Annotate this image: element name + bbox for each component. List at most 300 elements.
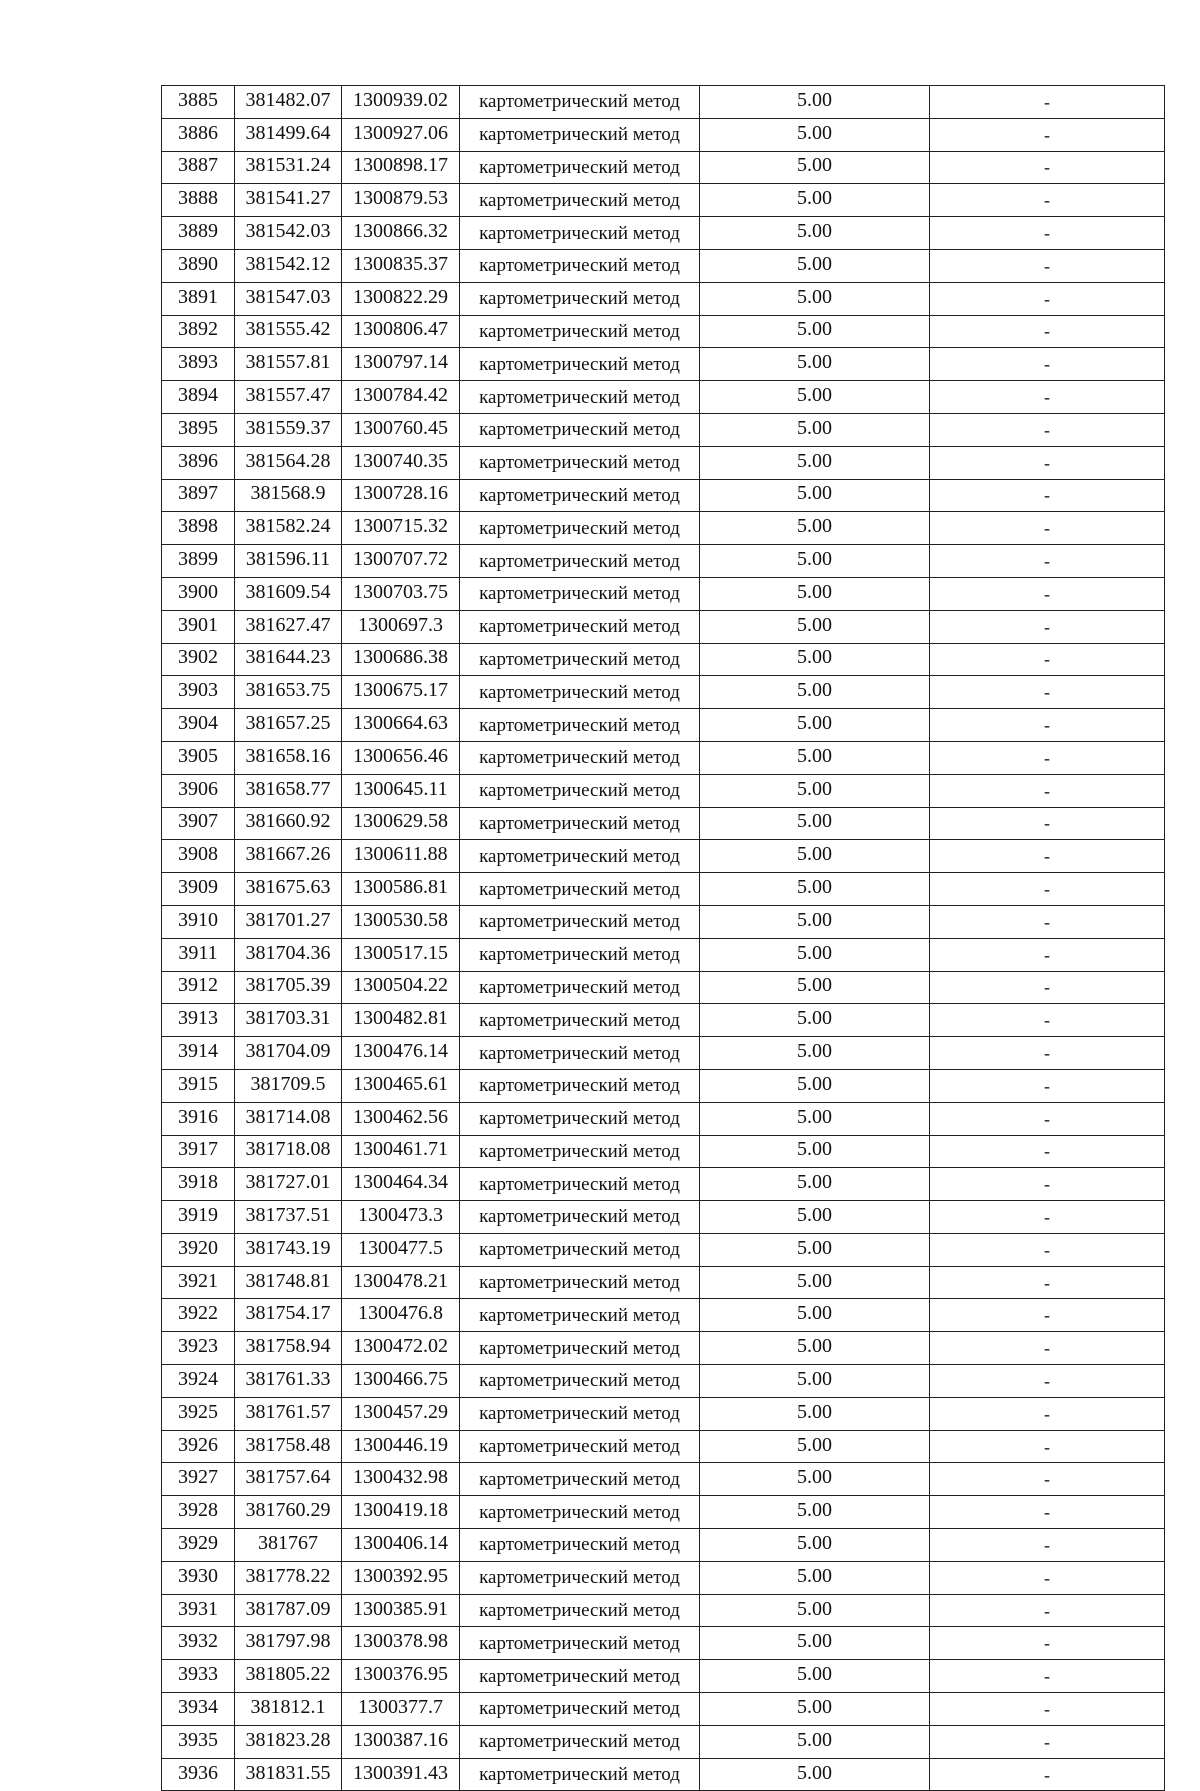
- table-row: [162, 479, 1165, 512]
- table-row: [162, 1627, 1165, 1660]
- accuracy-cell: 5.00: [700, 1561, 930, 1594]
- point-number-cell: 3905: [162, 741, 235, 774]
- y-coordinate-cell: 1300927.06: [342, 118, 460, 151]
- table-row: [162, 577, 1165, 610]
- point-number-cell: 3923: [162, 1332, 235, 1365]
- point-number-cell: 3924: [162, 1365, 235, 1398]
- note-cell: -: [930, 1594, 1165, 1627]
- point-number-cell: 3935: [162, 1725, 235, 1758]
- x-coordinate-cell: 381754.17: [235, 1299, 342, 1332]
- y-coordinate-cell: 1300686.38: [342, 643, 460, 676]
- x-coordinate-cell: 381787.09: [235, 1594, 342, 1627]
- x-coordinate-cell: 381644.23: [235, 643, 342, 676]
- method-cell: картометрический метод: [460, 873, 700, 906]
- method-cell: картометрический метод: [460, 1594, 700, 1627]
- note-cell: -: [930, 151, 1165, 184]
- note-cell: -: [930, 282, 1165, 315]
- table-row: [162, 1561, 1165, 1594]
- note-cell: -: [930, 1430, 1165, 1463]
- accuracy-cell: 5.00: [700, 1069, 930, 1102]
- note-cell: -: [930, 1004, 1165, 1037]
- y-coordinate-cell: 1300465.61: [342, 1069, 460, 1102]
- y-coordinate-cell: 1300586.81: [342, 873, 460, 906]
- note-cell: -: [930, 1529, 1165, 1562]
- x-coordinate-cell: 381823.28: [235, 1725, 342, 1758]
- table-row: [162, 512, 1165, 545]
- table-row: [162, 1496, 1165, 1529]
- point-number-cell: 3915: [162, 1069, 235, 1102]
- y-coordinate-cell: 1300446.19: [342, 1430, 460, 1463]
- accuracy-cell: 5.00: [700, 479, 930, 512]
- table-row: [162, 1233, 1165, 1266]
- note-cell: -: [930, 807, 1165, 840]
- note-cell: -: [930, 446, 1165, 479]
- note-cell: -: [930, 1069, 1165, 1102]
- x-coordinate-cell: 381704.09: [235, 1037, 342, 1070]
- point-number-cell: 3921: [162, 1266, 235, 1299]
- method-cell: картометрический метод: [460, 1430, 700, 1463]
- point-number-cell: 3887: [162, 151, 235, 184]
- note-cell: -: [930, 1037, 1165, 1070]
- point-number-cell: 3909: [162, 873, 235, 906]
- accuracy-cell: 5.00: [700, 1266, 930, 1299]
- note-cell: -: [930, 971, 1165, 1004]
- x-coordinate-cell: 381542.12: [235, 249, 342, 282]
- method-cell: картометрический метод: [460, 545, 700, 578]
- method-cell: картометрический метод: [460, 971, 700, 1004]
- x-coordinate-cell: 381531.24: [235, 151, 342, 184]
- table-row: [162, 1201, 1165, 1234]
- accuracy-cell: 5.00: [700, 217, 930, 250]
- table-row: [162, 1430, 1165, 1463]
- table-row: [162, 1037, 1165, 1070]
- method-cell: картометрический метод: [460, 479, 700, 512]
- x-coordinate-cell: 381797.98: [235, 1627, 342, 1660]
- table-row: [162, 741, 1165, 774]
- method-cell: картометрический метод: [460, 512, 700, 545]
- accuracy-cell: 5.00: [700, 709, 930, 742]
- method-cell: картометрический метод: [460, 1037, 700, 1070]
- y-coordinate-cell: 1300760.45: [342, 413, 460, 446]
- y-coordinate-cell: 1300461.71: [342, 1135, 460, 1168]
- y-coordinate-cell: 1300517.15: [342, 938, 460, 971]
- table-row: [162, 1299, 1165, 1332]
- accuracy-cell: 5.00: [700, 1004, 930, 1037]
- table-row: [162, 1693, 1165, 1726]
- method-cell: картометрический метод: [460, 217, 700, 250]
- y-coordinate-cell: 1300376.95: [342, 1660, 460, 1693]
- method-cell: картометрический метод: [460, 118, 700, 151]
- method-cell: картометрический метод: [460, 1135, 700, 1168]
- x-coordinate-cell: 381705.39: [235, 971, 342, 1004]
- point-number-cell: 3906: [162, 774, 235, 807]
- y-coordinate-cell: 1300462.56: [342, 1102, 460, 1135]
- table-row: [162, 938, 1165, 971]
- point-number-cell: 3896: [162, 446, 235, 479]
- note-cell: -: [930, 1365, 1165, 1398]
- table-row: [162, 1332, 1165, 1365]
- note-cell: -: [930, 1233, 1165, 1266]
- table-row: [162, 807, 1165, 840]
- accuracy-cell: 5.00: [700, 807, 930, 840]
- point-number-cell: 3910: [162, 905, 235, 938]
- note-cell: -: [930, 249, 1165, 282]
- y-coordinate-cell: 1300664.63: [342, 709, 460, 742]
- accuracy-cell: 5.00: [700, 381, 930, 414]
- accuracy-cell: 5.00: [700, 1037, 930, 1070]
- y-coordinate-cell: 1300728.16: [342, 479, 460, 512]
- accuracy-cell: 5.00: [700, 774, 930, 807]
- x-coordinate-cell: 381812.1: [235, 1693, 342, 1726]
- point-number-cell: 3919: [162, 1201, 235, 1234]
- note-cell: -: [930, 184, 1165, 217]
- y-coordinate-cell: 1300939.02: [342, 86, 460, 119]
- note-cell: -: [930, 1660, 1165, 1693]
- point-number-cell: 3922: [162, 1299, 235, 1332]
- accuracy-cell: 5.00: [700, 413, 930, 446]
- x-coordinate-cell: 381737.51: [235, 1201, 342, 1234]
- method-cell: картометрический метод: [460, 1463, 700, 1496]
- table-row: [162, 1365, 1165, 1398]
- coordinates-table: [161, 85, 1165, 1791]
- method-cell: картометрический метод: [460, 184, 700, 217]
- table-row: [162, 1529, 1165, 1562]
- accuracy-cell: 5.00: [700, 1299, 930, 1332]
- note-cell: -: [930, 1693, 1165, 1726]
- method-cell: картометрический метод: [460, 709, 700, 742]
- x-coordinate-cell: 381541.27: [235, 184, 342, 217]
- y-coordinate-cell: 1300866.32: [342, 217, 460, 250]
- y-coordinate-cell: 1300477.5: [342, 1233, 460, 1266]
- table-row: [162, 1463, 1165, 1496]
- x-coordinate-cell: 381701.27: [235, 905, 342, 938]
- point-number-cell: 3932: [162, 1627, 235, 1660]
- x-coordinate-cell: 381675.63: [235, 873, 342, 906]
- point-number-cell: 3913: [162, 1004, 235, 1037]
- accuracy-cell: 5.00: [700, 184, 930, 217]
- point-number-cell: 3927: [162, 1463, 235, 1496]
- x-coordinate-cell: 381718.08: [235, 1135, 342, 1168]
- accuracy-cell: 5.00: [700, 86, 930, 119]
- coordinates-table-body: [162, 86, 1165, 1791]
- point-number-cell: 3904: [162, 709, 235, 742]
- table-row: [162, 971, 1165, 1004]
- point-number-cell: 3897: [162, 479, 235, 512]
- point-number-cell: 3900: [162, 577, 235, 610]
- method-cell: картометрический метод: [460, 413, 700, 446]
- y-coordinate-cell: 1300482.81: [342, 1004, 460, 1037]
- table-row: [162, 1397, 1165, 1430]
- point-number-cell: 3907: [162, 807, 235, 840]
- method-cell: картометрический метод: [460, 741, 700, 774]
- note-cell: -: [930, 938, 1165, 971]
- x-coordinate-cell: 381568.9: [235, 479, 342, 512]
- point-number-cell: 3918: [162, 1168, 235, 1201]
- accuracy-cell: 5.00: [700, 1168, 930, 1201]
- point-number-cell: 3885: [162, 86, 235, 119]
- point-number-cell: 3890: [162, 249, 235, 282]
- method-cell: картометрический метод: [460, 1004, 700, 1037]
- point-number-cell: 3898: [162, 512, 235, 545]
- method-cell: картометрический метод: [460, 1693, 700, 1726]
- point-number-cell: 3903: [162, 676, 235, 709]
- note-cell: -: [930, 643, 1165, 676]
- table-row: [162, 282, 1165, 315]
- method-cell: картометрический метод: [460, 1266, 700, 1299]
- accuracy-cell: 5.00: [700, 1397, 930, 1430]
- x-coordinate-cell: 381557.81: [235, 348, 342, 381]
- table-row: [162, 1725, 1165, 1758]
- accuracy-cell: 5.00: [700, 1102, 930, 1135]
- point-number-cell: 3914: [162, 1037, 235, 1070]
- table-row: [162, 348, 1165, 381]
- y-coordinate-cell: 1300675.17: [342, 676, 460, 709]
- point-number-cell: 3916: [162, 1102, 235, 1135]
- table-row: [162, 545, 1165, 578]
- x-coordinate-cell: 381559.37: [235, 413, 342, 446]
- method-cell: картометрический метод: [460, 1529, 700, 1562]
- y-coordinate-cell: 1300879.53: [342, 184, 460, 217]
- accuracy-cell: 5.00: [700, 1135, 930, 1168]
- table-row: [162, 1069, 1165, 1102]
- accuracy-cell: 5.00: [700, 1725, 930, 1758]
- x-coordinate-cell: 381727.01: [235, 1168, 342, 1201]
- note-cell: -: [930, 840, 1165, 873]
- point-number-cell: 3893: [162, 348, 235, 381]
- note-cell: -: [930, 741, 1165, 774]
- accuracy-cell: 5.00: [700, 1496, 930, 1529]
- note-cell: -: [930, 1758, 1165, 1791]
- note-cell: -: [930, 118, 1165, 151]
- y-coordinate-cell: 1300476.8: [342, 1299, 460, 1332]
- y-coordinate-cell: 1300645.11: [342, 774, 460, 807]
- accuracy-cell: 5.00: [700, 512, 930, 545]
- point-number-cell: 3902: [162, 643, 235, 676]
- table-row: [162, 1660, 1165, 1693]
- method-cell: картометрический метод: [460, 1102, 700, 1135]
- accuracy-cell: 5.00: [700, 577, 930, 610]
- note-cell: -: [930, 381, 1165, 414]
- point-number-cell: 3928: [162, 1496, 235, 1529]
- x-coordinate-cell: 381767: [235, 1529, 342, 1562]
- method-cell: картометрический метод: [460, 249, 700, 282]
- note-cell: -: [930, 577, 1165, 610]
- point-number-cell: 3891: [162, 282, 235, 315]
- y-coordinate-cell: 1300385.91: [342, 1594, 460, 1627]
- accuracy-cell: 5.00: [700, 1693, 930, 1726]
- method-cell: картометрический метод: [460, 282, 700, 315]
- point-number-cell: 3908: [162, 840, 235, 873]
- x-coordinate-cell: 381778.22: [235, 1561, 342, 1594]
- x-coordinate-cell: 381564.28: [235, 446, 342, 479]
- note-cell: -: [930, 348, 1165, 381]
- x-coordinate-cell: 381761.33: [235, 1365, 342, 1398]
- point-number-cell: 3925: [162, 1397, 235, 1430]
- x-coordinate-cell: 381482.07: [235, 86, 342, 119]
- y-coordinate-cell: 1300898.17: [342, 151, 460, 184]
- table-row: [162, 905, 1165, 938]
- note-cell: -: [930, 86, 1165, 119]
- method-cell: картометрический метод: [460, 1627, 700, 1660]
- x-coordinate-cell: 381653.75: [235, 676, 342, 709]
- accuracy-cell: 5.00: [700, 1430, 930, 1463]
- point-number-cell: 3911: [162, 938, 235, 971]
- y-coordinate-cell: 1300464.34: [342, 1168, 460, 1201]
- method-cell: картометрический метод: [460, 1365, 700, 1398]
- method-cell: картометрический метод: [460, 1496, 700, 1529]
- note-cell: -: [930, 1102, 1165, 1135]
- y-coordinate-cell: 1300697.3: [342, 610, 460, 643]
- y-coordinate-cell: 1300611.88: [342, 840, 460, 873]
- y-coordinate-cell: 1300387.16: [342, 1725, 460, 1758]
- x-coordinate-cell: 381743.19: [235, 1233, 342, 1266]
- x-coordinate-cell: 381667.26: [235, 840, 342, 873]
- method-cell: картометрический метод: [460, 938, 700, 971]
- point-number-cell: 3930: [162, 1561, 235, 1594]
- table-row: [162, 381, 1165, 414]
- note-cell: -: [930, 1627, 1165, 1660]
- x-coordinate-cell: 381709.5: [235, 1069, 342, 1102]
- note-cell: -: [930, 413, 1165, 446]
- point-number-cell: 3895: [162, 413, 235, 446]
- note-cell: -: [930, 315, 1165, 348]
- table-row: [162, 1004, 1165, 1037]
- x-coordinate-cell: 381758.48: [235, 1430, 342, 1463]
- table-row: [162, 1168, 1165, 1201]
- table-row: [162, 709, 1165, 742]
- y-coordinate-cell: 1300432.98: [342, 1463, 460, 1496]
- accuracy-cell: 5.00: [700, 249, 930, 282]
- method-cell: картометрический метод: [460, 1561, 700, 1594]
- table-row: [162, 217, 1165, 250]
- note-cell: -: [930, 1725, 1165, 1758]
- note-cell: -: [930, 1168, 1165, 1201]
- x-coordinate-cell: 381660.92: [235, 807, 342, 840]
- point-number-cell: 3934: [162, 1693, 235, 1726]
- point-number-cell: 3933: [162, 1660, 235, 1693]
- y-coordinate-cell: 1300391.43: [342, 1758, 460, 1791]
- table-row: [162, 413, 1165, 446]
- point-number-cell: 3888: [162, 184, 235, 217]
- y-coordinate-cell: 1300740.35: [342, 446, 460, 479]
- x-coordinate-cell: 381658.16: [235, 741, 342, 774]
- point-number-cell: 3899: [162, 545, 235, 578]
- y-coordinate-cell: 1300797.14: [342, 348, 460, 381]
- y-coordinate-cell: 1300530.58: [342, 905, 460, 938]
- y-coordinate-cell: 1300707.72: [342, 545, 460, 578]
- x-coordinate-cell: 381704.36: [235, 938, 342, 971]
- y-coordinate-cell: 1300457.29: [342, 1397, 460, 1430]
- method-cell: картометрический метод: [460, 86, 700, 119]
- x-coordinate-cell: 381761.57: [235, 1397, 342, 1430]
- table-row: [162, 118, 1165, 151]
- accuracy-cell: 5.00: [700, 282, 930, 315]
- accuracy-cell: 5.00: [700, 315, 930, 348]
- y-coordinate-cell: 1300835.37: [342, 249, 460, 282]
- method-cell: картометрический метод: [460, 1660, 700, 1693]
- point-number-cell: 3917: [162, 1135, 235, 1168]
- accuracy-cell: 5.00: [700, 1660, 930, 1693]
- accuracy-cell: 5.00: [700, 840, 930, 873]
- y-coordinate-cell: 1300656.46: [342, 741, 460, 774]
- y-coordinate-cell: 1300504.22: [342, 971, 460, 1004]
- note-cell: -: [930, 610, 1165, 643]
- table-row: [162, 184, 1165, 217]
- x-coordinate-cell: 381703.31: [235, 1004, 342, 1037]
- x-coordinate-cell: 381499.64: [235, 118, 342, 151]
- accuracy-cell: 5.00: [700, 905, 930, 938]
- y-coordinate-cell: 1300419.18: [342, 1496, 460, 1529]
- point-number-cell: 3931: [162, 1594, 235, 1627]
- point-number-cell: 3936: [162, 1758, 235, 1791]
- x-coordinate-cell: 381547.03: [235, 282, 342, 315]
- x-coordinate-cell: 381609.54: [235, 577, 342, 610]
- method-cell: картометрический метод: [460, 1299, 700, 1332]
- method-cell: картометрический метод: [460, 1332, 700, 1365]
- method-cell: картометрический метод: [460, 905, 700, 938]
- y-coordinate-cell: 1300478.21: [342, 1266, 460, 1299]
- x-coordinate-cell: 381542.03: [235, 217, 342, 250]
- x-coordinate-cell: 381557.47: [235, 381, 342, 414]
- method-cell: картометрический метод: [460, 1233, 700, 1266]
- accuracy-cell: 5.00: [700, 938, 930, 971]
- y-coordinate-cell: 1300629.58: [342, 807, 460, 840]
- table-row: [162, 1594, 1165, 1627]
- method-cell: картометрический метод: [460, 774, 700, 807]
- point-number-cell: 3929: [162, 1529, 235, 1562]
- x-coordinate-cell: 381757.64: [235, 1463, 342, 1496]
- note-cell: -: [930, 676, 1165, 709]
- method-cell: картометрический метод: [460, 381, 700, 414]
- y-coordinate-cell: 1300392.95: [342, 1561, 460, 1594]
- note-cell: -: [930, 774, 1165, 807]
- method-cell: картометрический метод: [460, 315, 700, 348]
- method-cell: картометрический метод: [460, 1397, 700, 1430]
- accuracy-cell: 5.00: [700, 1365, 930, 1398]
- table-row: [162, 1758, 1165, 1791]
- x-coordinate-cell: 381748.81: [235, 1266, 342, 1299]
- table-row: [162, 610, 1165, 643]
- y-coordinate-cell: 1300473.3: [342, 1201, 460, 1234]
- table-row: [162, 1135, 1165, 1168]
- table-row: [162, 1266, 1165, 1299]
- x-coordinate-cell: 381658.77: [235, 774, 342, 807]
- y-coordinate-cell: 1300406.14: [342, 1529, 460, 1562]
- y-coordinate-cell: 1300822.29: [342, 282, 460, 315]
- accuracy-cell: 5.00: [700, 643, 930, 676]
- y-coordinate-cell: 1300703.75: [342, 577, 460, 610]
- note-cell: -: [930, 479, 1165, 512]
- note-cell: -: [930, 1561, 1165, 1594]
- table-row: [162, 249, 1165, 282]
- table-row: [162, 643, 1165, 676]
- method-cell: картометрический метод: [460, 1725, 700, 1758]
- method-cell: картометрический метод: [460, 643, 700, 676]
- y-coordinate-cell: 1300476.14: [342, 1037, 460, 1070]
- method-cell: картометрический метод: [460, 348, 700, 381]
- y-coordinate-cell: 1300784.42: [342, 381, 460, 414]
- y-coordinate-cell: 1300806.47: [342, 315, 460, 348]
- method-cell: картометрический метод: [460, 610, 700, 643]
- point-number-cell: 3901: [162, 610, 235, 643]
- accuracy-cell: 5.00: [700, 545, 930, 578]
- accuracy-cell: 5.00: [700, 348, 930, 381]
- x-coordinate-cell: 381627.47: [235, 610, 342, 643]
- x-coordinate-cell: 381714.08: [235, 1102, 342, 1135]
- point-number-cell: 3889: [162, 217, 235, 250]
- accuracy-cell: 5.00: [700, 1758, 930, 1791]
- method-cell: картометрический метод: [460, 807, 700, 840]
